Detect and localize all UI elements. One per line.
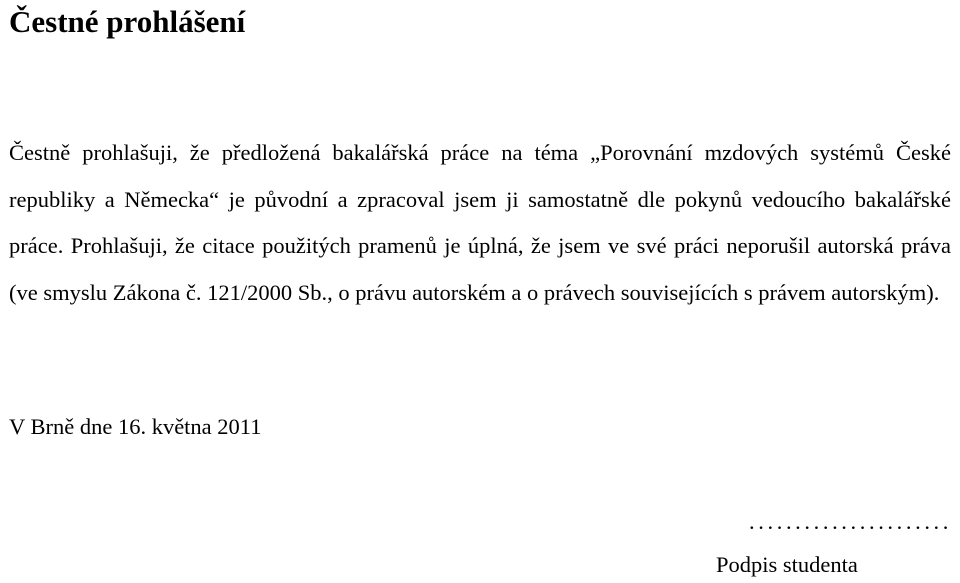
signature-label: Podpis studenta xyxy=(716,552,858,577)
declaration-text: Čestně prohlašuji, že předložená bakalářská práce na téma „Porovnání mzdových systémů České republiky a Německa“ je původní a zpracoval jsem ji samostatně dle pokynů vedoucího bakalářské práce. Prohlašuji, že citace použitých pramenů je úplná, že jsem ve své práci neporušil autorská práva (ve smyslu Zákona č. 121/2000 Sb., o právu autorském a o právech souvisejících s právem autorským). xyxy=(9,140,951,305)
page-title: Čestné prohlášení xyxy=(9,4,246,39)
place-date: V Brně dne 16. května 2011 xyxy=(9,414,262,439)
signature-line: ...................... xyxy=(749,509,952,534)
